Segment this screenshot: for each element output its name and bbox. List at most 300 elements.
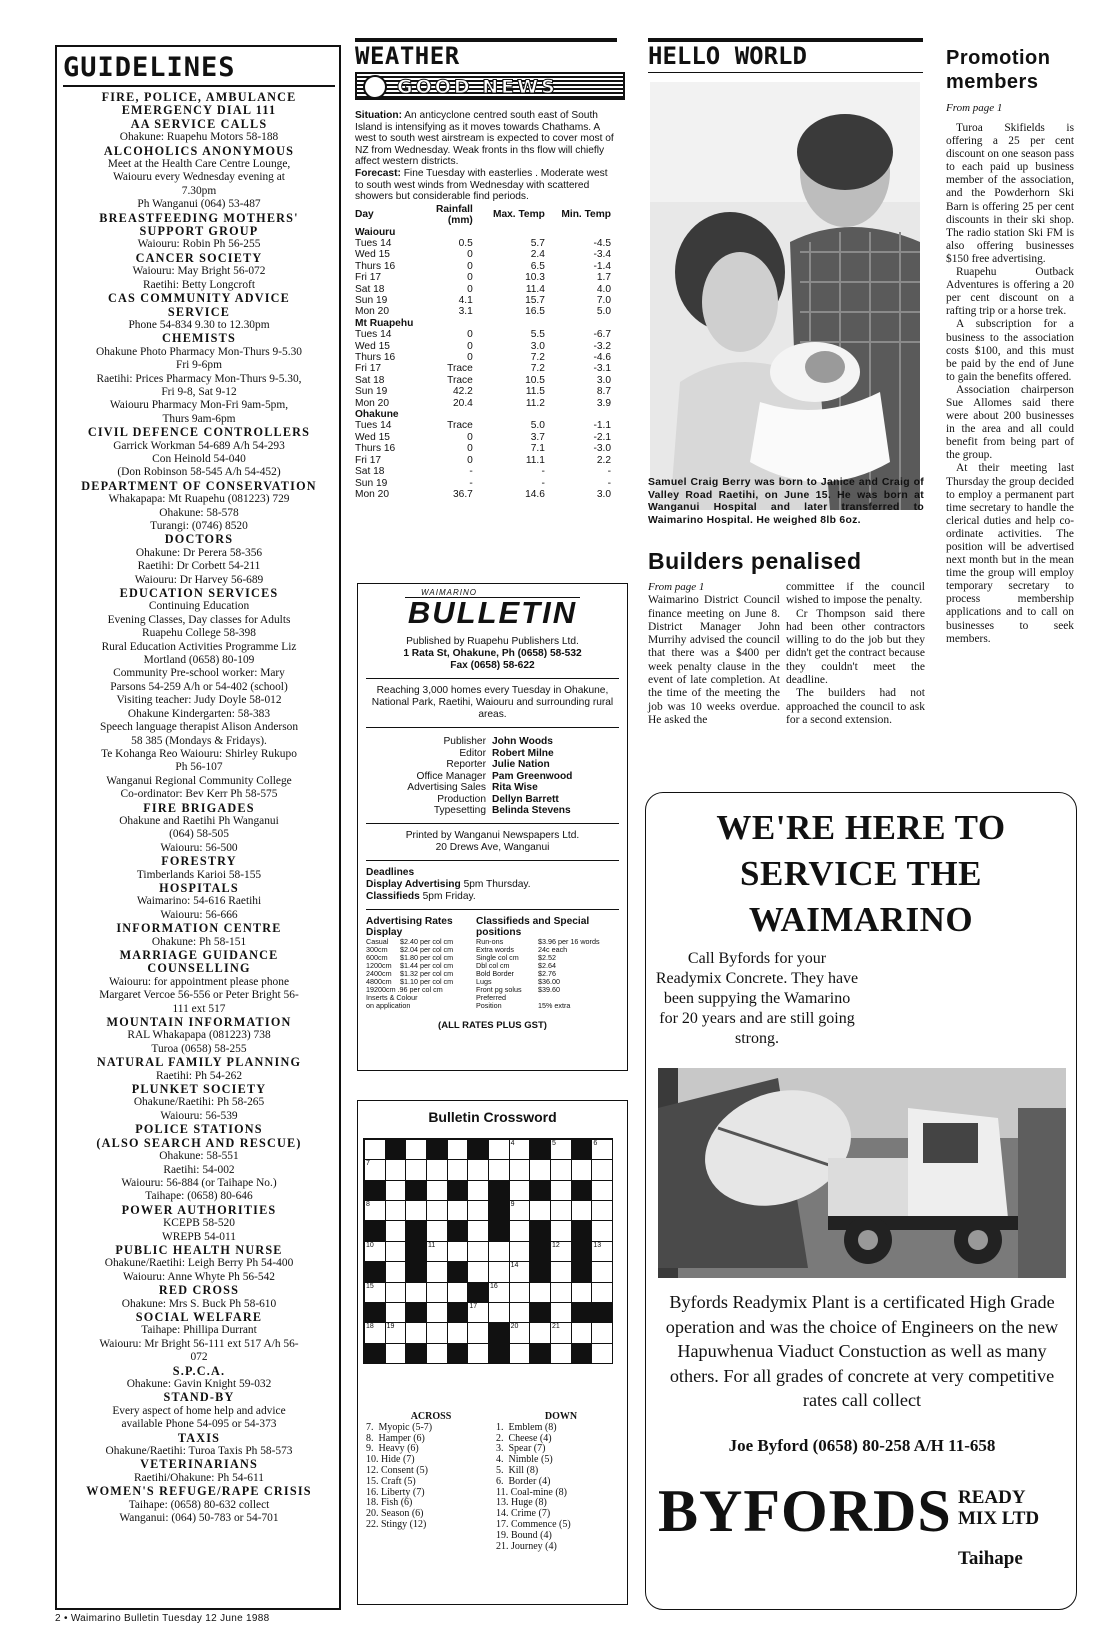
guideline-line: Timberlands Karioi 58-155 bbox=[136, 868, 262, 881]
guideline-line: KCEPB 58-520 bbox=[163, 1217, 235, 1230]
crossword-cell[interactable] bbox=[509, 1220, 531, 1241]
weather-row: Tues 14 Trace 5.0 -1.1 bbox=[355, 420, 611, 432]
crossword-block bbox=[488, 1220, 510, 1241]
crossword-cell[interactable] bbox=[550, 1159, 572, 1180]
weather-title: WEATHER bbox=[355, 42, 460, 70]
crossword-cell[interactable] bbox=[467, 1200, 489, 1221]
crossword-cell[interactable]: 20 bbox=[509, 1322, 531, 1343]
guideline-heading: FORESTRY bbox=[161, 854, 237, 869]
crossword-cell[interactable]: 7 bbox=[364, 1159, 386, 1180]
crossword-cell[interactable] bbox=[591, 1159, 613, 1180]
promotion-p3: A subscription for a business to the association costs $100, and this must be paid by the end of June to gain the benefits offered. bbox=[946, 318, 1074, 383]
crossword-cell[interactable] bbox=[447, 1159, 469, 1180]
guideline-line: Raetihi: Ph 54-262 bbox=[155, 1069, 243, 1082]
promotion-p4: Association chairperson Sue Allomes said there were about 200 businesses in the area and all could benefit from being part of the group. bbox=[946, 383, 1074, 462]
guideline-line: RAL Whakapapa (081223) 738 bbox=[127, 1029, 271, 1042]
down-clue: 19. Bound (4) bbox=[496, 1529, 552, 1541]
crossword-cell[interactable]: 21 bbox=[550, 1322, 572, 1343]
guideline-line: Whakapapa: Mt Ruapehu (081223) 729 bbox=[108, 493, 290, 506]
down-clue: 3. Spear (7) bbox=[496, 1443, 546, 1455]
crossword-cell[interactable]: 8 bbox=[364, 1200, 386, 1221]
weather-row: Tues 14 0 5.5 -6.7 bbox=[355, 329, 611, 341]
crossword-cell[interactable] bbox=[509, 1159, 531, 1180]
promotion-from-page: From page 1 bbox=[946, 102, 1003, 114]
crossword-cell[interactable] bbox=[467, 1343, 489, 1364]
printer-address: 20 Drews Ave, Wanganui bbox=[435, 841, 550, 853]
crossword-cell[interactable] bbox=[385, 1241, 407, 1262]
crossword-cell[interactable] bbox=[550, 1282, 572, 1303]
guideline-line: Ruapehu College 58-398 bbox=[142, 627, 256, 640]
staff-role: Typesetting bbox=[433, 805, 486, 816]
crossword-cell[interactable] bbox=[467, 1220, 489, 1241]
promotion-article bbox=[946, 46, 1074, 646]
crossword-cell[interactable]: 12 bbox=[550, 1241, 572, 1262]
weather-row: Sat 18 Trace 10.5 3.0 bbox=[355, 374, 611, 386]
guideline-line: Taihape: Phillipa Durrant bbox=[141, 1324, 257, 1337]
guideline-line: Raetihi/Ohakune: Ph 54-611 bbox=[134, 1471, 264, 1484]
guideline-line: Evening Classes, Day classes for Adults bbox=[107, 613, 291, 626]
ad-body: Byfords Readymix Plant is a certificated High Grade operation and was the choice of Engineers on the new Hapuwhenua Viaduct Constuction as well as many others. For all grades of concrete at very competitive rates call collect bbox=[665, 1292, 1059, 1410]
crossword-cell[interactable] bbox=[529, 1159, 551, 1180]
crossword-cell[interactable] bbox=[447, 1200, 469, 1221]
staff-name: Pam Greenwood bbox=[492, 770, 573, 782]
crossword-cell[interactable] bbox=[426, 1261, 448, 1282]
guideline-line: Meet at the Health Care Centre Lounge, bbox=[107, 158, 291, 171]
page-footer: 2 • Waimarino Bulletin Tuesday 12 June 1988 bbox=[55, 1613, 270, 1624]
crossword-cell[interactable]: 6 bbox=[591, 1139, 613, 1160]
bulletin-info-box bbox=[357, 583, 628, 1071]
guideline-heading: EDUCATION SERVICES bbox=[119, 586, 279, 601]
crossword-block bbox=[364, 1302, 386, 1323]
across-clue: 12. Consent (5) bbox=[366, 1464, 428, 1476]
crossword-block bbox=[364, 1261, 386, 1282]
classified-rate-row: Run-ons $3.96 per 16 words bbox=[476, 936, 600, 946]
crossword-cell[interactable] bbox=[529, 1282, 551, 1303]
guideline-heading: SUPPORT GROUP bbox=[139, 224, 259, 239]
crossword-cell[interactable] bbox=[385, 1343, 407, 1364]
rate-note: on application bbox=[366, 1001, 411, 1011]
crossword-block bbox=[529, 1343, 551, 1364]
guideline-line: available Phone 54-095 or 54-373 bbox=[121, 1418, 277, 1431]
guideline-line: Co-ordinator: Bev Kerr Ph 58-575 bbox=[120, 788, 278, 801]
crossword-cell[interactable] bbox=[364, 1139, 386, 1160]
guideline-line: Waiouru: Robin Ph 56-255 bbox=[137, 238, 261, 251]
crossword-cell[interactable] bbox=[467, 1241, 489, 1262]
guideline-line: Ph 56-107 bbox=[175, 761, 223, 774]
down-clue: 5. Kill (8) bbox=[496, 1464, 539, 1476]
down-clue: 17. Commence (5) bbox=[496, 1518, 571, 1530]
guideline-line: Waiouru: 56-666 bbox=[160, 908, 238, 921]
guideline-heading: (ALSO SEARCH AND RESCUE) bbox=[96, 1135, 302, 1150]
guideline-heading: SERVICE bbox=[167, 304, 231, 319]
weather-row: Sat 18 0 11.4 4.0 bbox=[355, 283, 611, 295]
staff-role: Reporter bbox=[446, 759, 486, 770]
promotion-p2: Ruapehu Outback Adventures is offering a 20 per cent discount on a rafting trip or a horse trek. bbox=[946, 266, 1074, 318]
crossword-cell[interactable] bbox=[426, 1282, 448, 1303]
guideline-line: Fri 9-6pm bbox=[176, 359, 222, 372]
crossword-cell[interactable] bbox=[426, 1343, 448, 1364]
staff-name: Rita Wise bbox=[492, 782, 538, 793]
crossword-block bbox=[405, 1220, 427, 1241]
guideline-heading: S.P.C.A. bbox=[172, 1363, 226, 1378]
weather-row: Thurs 16 0 7.1 -3.0 bbox=[355, 443, 611, 455]
guideline-line: WREPB 54-011 bbox=[162, 1230, 236, 1243]
photo-caption: Samuel Craig Berry was born to Janice and Craig of Valley Road Raetihi, on June 15. He was born at Wanganui Hospital and later transferred to Waimarino Hospital. He weighed 8lb 6oz. bbox=[648, 477, 924, 526]
crossword-block bbox=[571, 1180, 593, 1201]
sun-icon bbox=[363, 75, 387, 99]
guideline-line: (Don Robinson 58-545 A/h 54-452) bbox=[117, 466, 281, 479]
guideline-line: Ohakune: 58-551 bbox=[159, 1150, 239, 1163]
crossword-block bbox=[447, 1343, 469, 1364]
guideline-line: Waiouru: Dr Harvey 56-689 bbox=[134, 573, 264, 586]
crossword-cell[interactable] bbox=[591, 1282, 613, 1303]
guideline-heading: VETERINARIANS bbox=[140, 1457, 258, 1472]
crossword-block bbox=[529, 1220, 551, 1241]
crossword-cell[interactable] bbox=[488, 1261, 510, 1282]
crossword-block bbox=[385, 1139, 407, 1160]
crossword-block bbox=[405, 1241, 427, 1262]
crossword-cell[interactable] bbox=[467, 1261, 489, 1282]
weather-row: Sun 19 - - - bbox=[355, 477, 611, 489]
crossword-grid bbox=[363, 1138, 613, 1364]
guideline-line: Con Heinold 54-040 bbox=[152, 452, 246, 465]
crossword-cell[interactable] bbox=[426, 1322, 448, 1343]
crossword-cell[interactable] bbox=[550, 1343, 572, 1364]
guideline-heading: EMERGENCY DIAL 111 bbox=[121, 103, 277, 118]
guideline-line: Waiouru: Anne Whyte Ph 56-542 bbox=[123, 1270, 275, 1283]
crossword-cell[interactable]: 9 bbox=[509, 1200, 531, 1221]
classified-rate-row: Extra words 24c each bbox=[476, 944, 568, 954]
guideline-heading: FIRE BRIGADES bbox=[143, 800, 255, 815]
builders-article bbox=[648, 548, 923, 727]
crossword-cell[interactable] bbox=[509, 1241, 531, 1262]
weather-row: Fri 17 0 10.3 1.7 bbox=[355, 272, 611, 284]
guideline-heading: CANCER SOCIETY bbox=[135, 250, 263, 265]
crossword-cell[interactable] bbox=[426, 1302, 448, 1323]
weather-situation: Situation: An anticyclone centred south east of South Island is intensifying as it moves towards Chathams. A west to south west airstream is expected to cover most of NZ from Wednesday. Weak fronts in ths flow will chiefly affect western districts. Forecast: Fine Tuesday with easterlies . Moderate west to south west winds from Wednesday with scattered showers but considerable find periods. bbox=[355, 110, 614, 203]
staff-name: Julie Nation bbox=[492, 759, 550, 770]
crossword-block bbox=[364, 1220, 386, 1241]
builders-col2a: committee if the council wished to impose the penalty. bbox=[786, 581, 925, 607]
guideline-line: Waimarino: 54-616 Raetihi bbox=[136, 895, 262, 908]
crossword-cell[interactable]: 10 bbox=[364, 1241, 386, 1262]
builders-col2c: The builders had not approached the council to ask for a second extension. bbox=[786, 687, 925, 726]
weather-row: Wed 15 0 3.7 -2.1 bbox=[355, 431, 611, 443]
crossword-cell[interactable] bbox=[509, 1282, 531, 1303]
across-clue: 15. Craft (5) bbox=[366, 1475, 416, 1487]
crossword-cell[interactable] bbox=[488, 1139, 510, 1160]
crossword-cell[interactable] bbox=[385, 1282, 407, 1303]
crossword-block bbox=[488, 1343, 510, 1364]
guidelines-title: GUIDELINES bbox=[63, 53, 335, 87]
crossword-block bbox=[447, 1180, 469, 1201]
guideline-line: 111 ext 517 bbox=[172, 1002, 226, 1015]
weather-header: Min. Temp bbox=[561, 209, 611, 221]
promotion-p1: Turoa Skifields is offering a 25 per cent discount on one season pass to each paid up business member of the association, and the Powderhorn Ski Barn is offering 25 per cent discounts in their ski shop. The radio station Ski FM is also offering businesses $150 free advertising. bbox=[946, 122, 1074, 265]
guideline-heading: BREASTFEEDING MOTHERS' bbox=[99, 210, 299, 225]
fax-line: Fax (0658) 58-622 bbox=[450, 660, 535, 671]
crossword-cell[interactable] bbox=[509, 1302, 531, 1323]
crossword-cell[interactable] bbox=[571, 1200, 593, 1221]
classified-rate-row: Position 15% extra bbox=[476, 1001, 571, 1011]
staff-role: Office Manager bbox=[416, 770, 486, 782]
guideline-heading: NATURAL FAMILY PLANNING bbox=[96, 1055, 302, 1070]
crossword-cell[interactable] bbox=[571, 1159, 593, 1180]
guideline-line: Community Pre-school worker: Mary bbox=[113, 667, 285, 680]
crossword-block bbox=[529, 1302, 551, 1323]
good-news-text: GOOD NEWS bbox=[397, 76, 558, 98]
crossword-cell[interactable] bbox=[488, 1241, 510, 1262]
crossword-block bbox=[405, 1180, 427, 1201]
byfords-advertisement bbox=[645, 792, 1077, 1610]
staff-role: Advertising Sales bbox=[407, 782, 486, 793]
crossword-cell[interactable] bbox=[488, 1302, 510, 1323]
crossword-cell[interactable] bbox=[467, 1159, 489, 1180]
builders-from-page: From page 1 bbox=[648, 581, 705, 593]
crossword-cell[interactable] bbox=[529, 1322, 551, 1343]
guideline-line: Wanganui: (064) 50-783 or 54-701 bbox=[119, 1512, 279, 1525]
crossword-cell[interactable] bbox=[426, 1200, 448, 1221]
crossword-cell[interactable] bbox=[591, 1343, 613, 1364]
rates-table: Advertising Rates Display Casual $2.40 per col cm 300cm $2.04 per col cm 600cm $1.80 per col cm 1200cm $1.44 per col cm 2400cm $1.32 per col cm 4800cm $1.10 per col cm 19200cm .96 per col cm Inserts & Colour on application Classifieds and Special positions Run-ons $3.96 per 16 words Extra words 24c each Single col cm $2.52 Dbl col cm $2.64 Bold Border $2.76 Lugs $36.00 Front pg solus $39.60 Preferred Position 15% extra bbox=[366, 916, 627, 1011]
crossword-block bbox=[488, 1322, 510, 1343]
weather-header: Day bbox=[355, 209, 374, 221]
guideline-heading: AA SERVICE CALLS bbox=[130, 116, 268, 131]
crossword-cell[interactable]: 14 bbox=[509, 1261, 531, 1282]
guideline-line: Raetihi: 54-002 bbox=[163, 1163, 235, 1176]
guideline-line: Waiouru: for appointment please phone bbox=[108, 975, 289, 988]
rate-row: 2400cm $1.32 per col cm bbox=[366, 968, 454, 978]
down-clue: 11. Coal-mine (8) bbox=[496, 1486, 568, 1498]
weather-row: Mon 20 3.1 16.5 5.0 bbox=[355, 306, 611, 318]
crossword-cell[interactable] bbox=[550, 1200, 572, 1221]
guideline-line: Phone 54-834 9.30 to 12.30pm bbox=[128, 318, 270, 331]
crossword-cell[interactable] bbox=[509, 1180, 531, 1201]
guideline-line: Ohakune and Raetihi Ph Wanganui bbox=[119, 814, 279, 827]
guideline-line: Raetihi: Prices Pharmacy Mon-Thurs 9-5.30, bbox=[96, 372, 302, 385]
guideline-line: (064) 58-505 bbox=[169, 828, 229, 841]
classified-rate-row: Front pg solus $39.60 bbox=[476, 985, 560, 995]
crossword-cell[interactable] bbox=[405, 1139, 427, 1160]
crossword-block bbox=[488, 1200, 510, 1221]
crossword-cell[interactable] bbox=[405, 1200, 427, 1221]
crossword-cell[interactable]: 11 bbox=[426, 1241, 448, 1262]
crossword-cell[interactable] bbox=[385, 1220, 407, 1241]
crossword-cell[interactable] bbox=[467, 1322, 489, 1343]
weather-location: Mt Ruapehu bbox=[355, 317, 414, 329]
crossword-cell[interactable] bbox=[591, 1200, 613, 1221]
weather-header: Max. Temp bbox=[492, 209, 545, 221]
rate-row: 600cm $1.80 per col cm bbox=[366, 952, 454, 962]
guideline-line: Ohakune: Ph 58-151 bbox=[151, 935, 247, 948]
guideline-line: Raetihi: Betty Longcroft bbox=[143, 278, 255, 291]
rate-row: 4800cm $1.10 per col cm bbox=[366, 976, 454, 986]
crossword-cell[interactable] bbox=[385, 1180, 407, 1201]
guideline-heading: DEPARTMENT OF CONSERVATION bbox=[81, 478, 317, 493]
crossword-cell[interactable]: 5 bbox=[550, 1139, 572, 1160]
crossword-cell[interactable] bbox=[447, 1322, 469, 1343]
rate-row: Casual $2.40 per col cm bbox=[366, 936, 454, 946]
guideline-heading: CAS COMMUNITY ADVICE bbox=[108, 291, 290, 306]
crossword-cell[interactable] bbox=[591, 1180, 613, 1201]
guideline-line: 7.30pm bbox=[181, 184, 217, 197]
publisher-line: Published by Ruapehu Publishers Ltd. bbox=[406, 636, 579, 647]
crossword-cell[interactable]: 15 bbox=[364, 1282, 386, 1303]
weather-header: Rainfall (mm) bbox=[436, 203, 473, 227]
crossword-block bbox=[364, 1180, 386, 1201]
across-clue: 9. Heavy (6) bbox=[366, 1443, 419, 1455]
guideline-heading: FIRE, POLICE, AMBULANCE bbox=[101, 90, 297, 104]
guideline-line: Taihape: (0658) 80-646 bbox=[145, 1190, 253, 1203]
guideline-line: Visiting teacher: Judy Doyle 58-012 bbox=[116, 694, 282, 707]
guideline-heading: POLICE STATIONS bbox=[135, 1122, 263, 1137]
crossword-cell[interactable]: 13 bbox=[591, 1241, 613, 1262]
guideline-heading: ALCOHOLICS ANONYMOUS bbox=[103, 143, 295, 158]
classified-rate-row: Lugs $36.00 bbox=[476, 976, 560, 986]
guideline-heading: STAND-BY bbox=[163, 1390, 235, 1405]
guideline-line: Ohakune/Raetihi: Turoa Taxis Ph 58-573 bbox=[105, 1445, 293, 1458]
guideline-line: Waiouru: 56-539 bbox=[160, 1109, 238, 1122]
crossword-cell[interactable] bbox=[405, 1322, 427, 1343]
crossword-block bbox=[426, 1139, 448, 1160]
crossword-cell[interactable] bbox=[447, 1241, 469, 1262]
guideline-line: Ohakune: 58-578 bbox=[159, 506, 239, 519]
guideline-line: Ohakune/Raetihi: Leigh Berry Ph 54-400 bbox=[104, 1257, 294, 1270]
guideline-heading: DOCTORS bbox=[164, 532, 234, 547]
rate-note: Inserts & Colour bbox=[366, 993, 418, 1003]
crossword-cell[interactable] bbox=[447, 1282, 469, 1303]
guideline-heading: PLUNKET SOCIETY bbox=[131, 1082, 267, 1097]
crossword-cell[interactable] bbox=[550, 1261, 572, 1282]
crossword-cell[interactable]: 18 bbox=[364, 1322, 386, 1343]
across-clue: 8. Hamper (6) bbox=[366, 1432, 425, 1444]
guideline-heading: SOCIAL WELFARE bbox=[135, 1309, 263, 1324]
down-clue: 2. Cheese (4) bbox=[496, 1432, 552, 1444]
crossword-cell[interactable] bbox=[447, 1139, 469, 1160]
ad-call-text: Call Byfords for your Readymix Concrete. They have been suppying the Wamarino for 20 years and are still going strong. bbox=[655, 950, 859, 1047]
crossword-block bbox=[591, 1302, 613, 1323]
guideline-line: 58 385 (Mondays & Fridays). bbox=[131, 734, 267, 747]
down-clue: 4. Nimble (5) bbox=[496, 1454, 553, 1466]
crossword-cell[interactable] bbox=[385, 1261, 407, 1282]
guideline-heading: MARRIAGE GUIDANCE bbox=[119, 948, 279, 962]
across-clue: 16. Liberty (7) bbox=[366, 1486, 425, 1498]
crossword-block bbox=[405, 1261, 427, 1282]
crossword-cell[interactable] bbox=[426, 1180, 448, 1201]
across-clue: 18. Fish (6) bbox=[366, 1497, 413, 1509]
crossword-cell[interactable] bbox=[385, 1159, 407, 1180]
crossword-cell[interactable] bbox=[571, 1322, 593, 1343]
crossword-cell[interactable] bbox=[405, 1159, 427, 1180]
down-clues: DOWN 1. Emblem (8) 2. Cheese (4) 3. Spear (7) 4. Nimble (5) 5. Kill (8) 6. Border (4) 11. Coal-mine (8) 13. Huge (8) 14. Crime (7) 17. Commence (5) 19. Bound (4) 21. Journey (4) bbox=[496, 1412, 626, 1552]
crossword-block bbox=[447, 1220, 469, 1241]
ad-subtitle: READY MIX LTD bbox=[958, 1487, 1040, 1529]
staff-name: Dellyn Barrett bbox=[492, 793, 559, 805]
crossword-cell[interactable] bbox=[488, 1159, 510, 1180]
reach-text: Reaching 3,000 homes every Tuesday in Ohakune, National Park, Raetihi, Waiouru and surrounding rural areas. bbox=[371, 685, 614, 720]
across-clue: 10. Hide (7) bbox=[366, 1454, 415, 1466]
guideline-line: Garrick Workman 54-689 A/h 54-293 bbox=[113, 439, 285, 452]
crossword-cell[interactable] bbox=[426, 1220, 448, 1241]
guideline-line: 072 bbox=[190, 1351, 208, 1364]
baby-family-photo bbox=[650, 82, 920, 510]
crossword-cell[interactable]: 16 bbox=[488, 1282, 510, 1303]
crossword-cell[interactable] bbox=[550, 1180, 572, 1201]
crossword-cell[interactable] bbox=[385, 1302, 407, 1323]
crossword-cell[interactable] bbox=[467, 1180, 489, 1201]
crossword-block bbox=[571, 1261, 593, 1282]
crossword-block bbox=[571, 1302, 593, 1323]
crossword-cell[interactable]: 19 bbox=[385, 1322, 407, 1343]
guideline-line: Thurs 9am-6pm bbox=[162, 412, 236, 425]
builders-col1: Waimarino District Council finance meeting on June 8. District Manager John Murrihy advised the council that there was a $400 per week penalty clause in the event of late completion. At the time of the meeting the job was 10 weeks overdue. He asked the bbox=[648, 594, 780, 726]
crossword-cell[interactable] bbox=[591, 1261, 613, 1282]
crossword-cell[interactable] bbox=[571, 1282, 593, 1303]
crossword-block bbox=[571, 1220, 593, 1241]
ad-phone: Joe Byford (0658) 80-258 A/H 11-658 bbox=[728, 1436, 996, 1455]
classified-rate-row: Bold Border $2.76 bbox=[476, 968, 556, 978]
ad-headline: WE'RE HERE TO SERVICE THE WAIMARINO bbox=[716, 808, 1006, 939]
printer-line: Printed by Wanganui Newspapers Ltd. bbox=[405, 829, 580, 841]
guideline-line: Ohakune/Raetihi: Ph 58-265 bbox=[133, 1096, 265, 1109]
crossword-cell[interactable] bbox=[591, 1220, 613, 1241]
guideline-heading: MOUNTAIN INFORMATION bbox=[106, 1015, 292, 1030]
crossword-cell[interactable]: 17 bbox=[467, 1302, 489, 1323]
hello-world-section bbox=[648, 38, 923, 488]
crossword-cell[interactable] bbox=[405, 1282, 427, 1303]
promotion-p5: At their meeting last Thursday the group decided to employ a permanent part time secretary to handle the clerical duties and help co-ordinate activities. The position will be advertised next month but in the mean time the group will employ temporary secretary to process membership applications and to call on businesses to seek members. bbox=[946, 462, 1074, 645]
weather-row: Thurs 16 0 7.2 -4.6 bbox=[355, 352, 611, 364]
weather-row: Sun 19 42.2 11.5 8.7 bbox=[355, 386, 611, 398]
guideline-heading: COUNSELLING bbox=[147, 961, 251, 976]
crossword-cell[interactable]: 4 bbox=[509, 1139, 531, 1160]
crossword-cell[interactable] bbox=[509, 1343, 531, 1364]
good-news-banner bbox=[355, 72, 625, 100]
guideline-line: Ohakune Photo Pharmacy Mon-Thurs 9-5.30 bbox=[96, 345, 302, 358]
crossword-block bbox=[405, 1343, 427, 1364]
crossword-cell[interactable] bbox=[591, 1322, 613, 1343]
guideline-line: Waiouru: May Bright 56-072 bbox=[132, 265, 266, 278]
guideline-line: Waiouru: Mr Bright 56-111 ext 517 A/h 56- bbox=[99, 1337, 299, 1350]
weather-table bbox=[355, 204, 617, 501]
address-line: 1 Rata St, Ohakune, Ph (0658) 58-532 bbox=[403, 648, 582, 659]
down-clue: 13. Huge (8) bbox=[496, 1497, 547, 1509]
crossword-block bbox=[447, 1302, 469, 1323]
crossword-block bbox=[405, 1302, 427, 1323]
weather-location: Ohakune bbox=[355, 409, 399, 421]
guideline-line: Every aspect of home help and advice bbox=[112, 1404, 286, 1417]
byfords-logo: BYFORDS bbox=[658, 1478, 952, 1544]
weather-row: Fri 17 Trace 7.2 -3.1 bbox=[355, 363, 611, 375]
crossword-block bbox=[529, 1261, 551, 1282]
crossword-cell[interactable] bbox=[550, 1220, 572, 1241]
crossword-block bbox=[571, 1139, 593, 1160]
weather-row: Sun 19 4.1 15.7 7.0 bbox=[355, 295, 611, 306]
guideline-line: Speech language therapist Alison Anderson bbox=[99, 721, 299, 734]
crossword-cell[interactable] bbox=[385, 1200, 407, 1221]
guidelines-panel bbox=[55, 45, 341, 1610]
guideline-heading: INFORMATION CENTRE bbox=[116, 921, 282, 936]
classified-rate-row: Single col cm $2.52 bbox=[476, 952, 556, 962]
guideline-heading: RED CROSS bbox=[158, 1283, 240, 1298]
crossword-cell[interactable] bbox=[426, 1159, 448, 1180]
guideline-heading: HOSPITALS bbox=[159, 880, 239, 895]
crossword-cell[interactable] bbox=[550, 1302, 572, 1323]
bulletin-logo: WAIMARINO BULLETIN bbox=[405, 588, 580, 628]
guideline-heading: TAXIS bbox=[177, 1430, 221, 1445]
crossword-cell[interactable] bbox=[529, 1200, 551, 1221]
guideline-line: Turoa (0658) 58-255 bbox=[151, 1042, 247, 1055]
